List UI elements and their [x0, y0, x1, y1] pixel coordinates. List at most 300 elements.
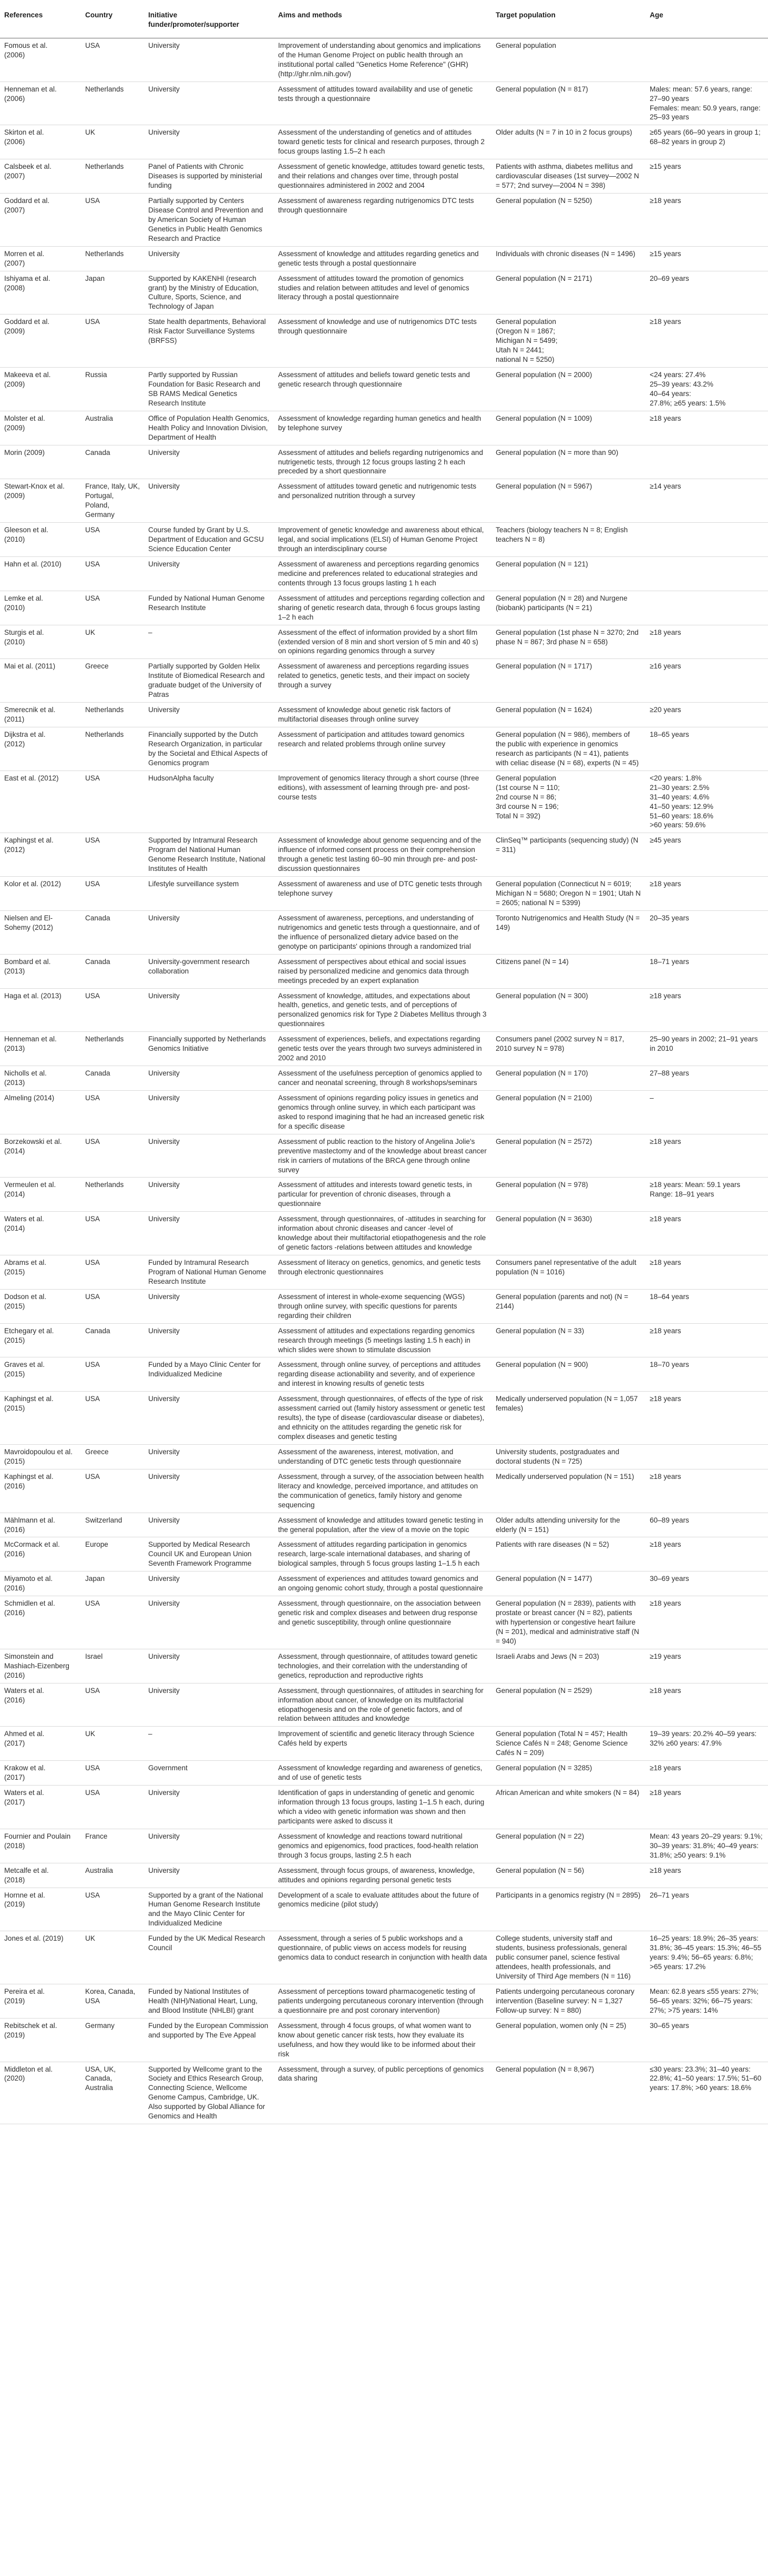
- header-country: Country: [81, 4, 144, 38]
- cell-target-population: General population (N = 1717): [491, 659, 646, 703]
- cell-reference: Henneman et al. (2006): [0, 82, 81, 125]
- cell-initiative: University: [144, 1596, 274, 1649]
- cell-aims-methods: Assessment of literacy on genetics, genomics, and genetic tests through electronic questionnaires: [274, 1255, 491, 1290]
- cell-age: ≥18 years: [646, 877, 768, 911]
- cell-aims-methods: Assessment, through a survey, of public perceptions of genomics data sharing: [274, 2062, 491, 2124]
- cell-reference: Metcalfe et al. (2018): [0, 1863, 81, 1888]
- cell-initiative: University: [144, 1289, 274, 1323]
- table-row: [0, 1596, 768, 1649]
- cell-initiative: University: [144, 1469, 274, 1513]
- cell-age: 18–70 years: [646, 1357, 768, 1392]
- cell-target-population: Participants in a genomics registry (N = 2895): [491, 1888, 646, 1931]
- table-row: [0, 1066, 768, 1091]
- cell-initiative: Financially supported by the Dutch Research Organization, in particular by the Societal and Ethical Aspects of Genomics program: [144, 727, 274, 771]
- table-row: [0, 1984, 768, 2018]
- cell-initiative: University: [144, 1683, 274, 1727]
- cell-initiative: Funded by National Human Genome Research Institute: [144, 591, 274, 625]
- cell-age: 20–69 years: [646, 271, 768, 315]
- cell-target-population: Medically underserved population (N = 1,057 females): [491, 1392, 646, 1445]
- cell-age: ≥18 years: [646, 988, 768, 1032]
- cell-target-population: Israeli Arabs and Jews (N = 203): [491, 1649, 646, 1683]
- cell-initiative: –: [144, 1727, 274, 1761]
- cell-aims-methods: Assessment of attitudes and interests toward genetic tests, in particular for prevention of chronic diseases, through a questionnaire: [274, 1178, 491, 1212]
- cell-aims-methods: Development of a scale to evaluate attitudes about the future of genomics medicine (pilot study): [274, 1888, 491, 1931]
- cell-target-population: General population (N = 2839), patients with prostate or breast cancer (N = 82), patients with hypertension or congestive heart failure (N = 201), medical and administrative staff (N = 940): [491, 1596, 646, 1649]
- cell-aims-methods: Assessment of perspectives about ethical and social issues raised by personalized medicine and genomics data through meetings preceded by an expert explanation: [274, 954, 491, 988]
- cell-aims-methods: Improvement of genetic knowledge and awareness about ethical, legal, and social implications (ELSI) of Human Genome Project through an interdisciplinary course: [274, 523, 491, 557]
- cell-age: 19–39 years: 20.2% 40–59 years: 32% ≥60 years: 47.9%: [646, 1727, 768, 1761]
- cell-initiative: University: [144, 1066, 274, 1091]
- cell-initiative: Partially supported by Centers Disease Control and Prevention and by American Society of Human Genetics in Public Health Genomics Research and Practice: [144, 194, 274, 247]
- table-row: [0, 246, 768, 271]
- table-row: [0, 315, 768, 368]
- cell-target-population: General population (N = 56): [491, 1863, 646, 1888]
- cell-reference: Nielsen and El-Sohemy (2012): [0, 910, 81, 954]
- cell-country: USA: [81, 1469, 144, 1513]
- cell-country: Netherlands: [81, 246, 144, 271]
- cell-reference: Dijkstra et al. (2012): [0, 727, 81, 771]
- cell-target-population: Patients with rare diseases (N = 52): [491, 1537, 646, 1571]
- cell-country: USA: [81, 315, 144, 368]
- cell-reference: Stewart-Knox et al. (2009): [0, 479, 81, 523]
- table-row: [0, 445, 768, 479]
- cell-reference: Kolor et al. (2012): [0, 877, 81, 911]
- table-row: [0, 910, 768, 954]
- cell-age: 27–88 years: [646, 1066, 768, 1091]
- cell-initiative: University: [144, 445, 274, 479]
- cell-country: France: [81, 1829, 144, 1863]
- cell-age: 18–64 years: [646, 1289, 768, 1323]
- cell-reference: Abrams et al. (2015): [0, 1255, 81, 1290]
- cell-target-population: African American and white smokers (N = 84): [491, 1786, 646, 1829]
- table-row: [0, 1513, 768, 1537]
- table-row: [0, 1255, 768, 1290]
- cell-reference: Waters et al. (2016): [0, 1683, 81, 1727]
- cell-country: USA: [81, 1392, 144, 1445]
- cell-reference: Fournier and Poulain (2018): [0, 1829, 81, 1863]
- cell-country: Canada: [81, 1323, 144, 1357]
- table-row: [0, 523, 768, 557]
- cell-reference: Haga et al. (2013): [0, 988, 81, 1032]
- cell-country: UK: [81, 1727, 144, 1761]
- cell-country: Korea, Canada, USA: [81, 1984, 144, 2018]
- cell-aims-methods: Assessment of participation and attitudes toward genomics research and related problems through online survey: [274, 727, 491, 771]
- table-row: [0, 1888, 768, 1931]
- cell-country: Netherlands: [81, 1178, 144, 1212]
- cell-target-population: General population (N = 1624): [491, 703, 646, 727]
- cell-target-population: General population (N = 2000): [491, 368, 646, 411]
- table-row: [0, 271, 768, 315]
- cell-country: Switzerland: [81, 1513, 144, 1537]
- cell-aims-methods: Assessment, through questionnaires, of -attitudes in searching for information about chronic diseases and cancer -level of knowledge about their multifactorial etiopathogenesis and the role of genetic factors -relations between attitudes and knowledge: [274, 1212, 491, 1255]
- cell-age: 18–65 years: [646, 727, 768, 771]
- cell-initiative: University: [144, 988, 274, 1032]
- cell-age: ≥18 years: [646, 625, 768, 659]
- cell-target-population: General population (1st phase N = 3270; 2nd phase N = 867; 3rd phase N = 658): [491, 625, 646, 659]
- table-row: [0, 591, 768, 625]
- cell-initiative: Funded by the UK Medical Research Council: [144, 1931, 274, 1984]
- cell-initiative: University: [144, 1649, 274, 1683]
- cell-reference: Borzekowski et al. (2014): [0, 1134, 81, 1178]
- cell-initiative: University: [144, 479, 274, 523]
- cell-age: [646, 523, 768, 557]
- cell-age: <24 years: 27.4% 25–39 years: 43.2% 40–64 years: 27.8%; ≥65 years: 1.5%: [646, 368, 768, 411]
- cell-target-population: Older adults (N = 7 in 10 in 2 focus groups): [491, 125, 646, 159]
- cell-reference: East et al. (2012): [0, 770, 81, 833]
- cell-country: Netherlands: [81, 82, 144, 125]
- cell-age: ≥45 years: [646, 833, 768, 877]
- cell-country: Europe: [81, 1537, 144, 1571]
- cell-country: Netherlands: [81, 1032, 144, 1066]
- table-row: [0, 770, 768, 833]
- cell-aims-methods: Assessment of attitudes and beliefs regarding nutrigenomics and nutrigenetic tests, through 12 focus groups lasting 2 h each preceded by a short questionnaire: [274, 445, 491, 479]
- cell-reference: Simonstein and Mashiach-Eizenberg (2016): [0, 1649, 81, 1683]
- cell-country: USA: [81, 1090, 144, 1134]
- cell-initiative: University: [144, 1444, 274, 1469]
- table-row: [0, 1786, 768, 1829]
- cell-reference: Ishiyama et al. (2008): [0, 271, 81, 315]
- cell-age: 18–71 years: [646, 954, 768, 988]
- cell-country: USA: [81, 1786, 144, 1829]
- cell-initiative: University: [144, 910, 274, 954]
- table-row: [0, 1357, 768, 1392]
- cell-initiative: –: [144, 625, 274, 659]
- header-target-population: Target population: [491, 4, 646, 38]
- cell-age: ≥18 years: [646, 1683, 768, 1727]
- cell-reference: Molster et al. (2009): [0, 411, 81, 445]
- cell-target-population: University students, postgraduates and doctoral students (N = 725): [491, 1444, 646, 1469]
- cell-aims-methods: Assessment of interest in whole-exome sequencing (WGS) through online survey, with specific questions for parents regarding their children: [274, 1289, 491, 1323]
- cell-country: USA: [81, 1888, 144, 1931]
- cell-target-population: General population (N = 3630): [491, 1212, 646, 1255]
- cell-aims-methods: Assessment, through a series of 5 public workshops and a questionnaire, of public views on access models for reusing genomics data to conduct research in conjunction with health data: [274, 1931, 491, 1984]
- cell-age: 60–89 years: [646, 1513, 768, 1537]
- table-row: [0, 2018, 768, 2062]
- cell-reference: Rebitschek et al. (2019): [0, 2018, 81, 2062]
- cell-country: UK: [81, 625, 144, 659]
- cell-reference: Makeeva et al. (2009): [0, 368, 81, 411]
- cell-country: USA: [81, 1134, 144, 1178]
- cell-country: Greece: [81, 1444, 144, 1469]
- cell-country: France, Italy, UK, Portugal, Poland, Germany: [81, 479, 144, 523]
- header-references: References: [0, 4, 81, 38]
- cell-initiative: Funded by a Mayo Clinic Center for Individualized Medicine: [144, 1357, 274, 1392]
- cell-initiative: State health departments, Behavioral Risk Factor Surveillance Systems (BRFSS): [144, 315, 274, 368]
- cell-aims-methods: Assessment of awareness and perceptions regarding genomics medicine and preferences related to educational strategies and contents through 13 focus groups lasting 1 h each: [274, 556, 491, 591]
- table-row: [0, 1392, 768, 1445]
- cell-reference: Mavroidopoulou et al. (2015): [0, 1444, 81, 1469]
- cell-initiative: University: [144, 1786, 274, 1829]
- cell-age: ≥14 years: [646, 479, 768, 523]
- cell-age: 26–71 years: [646, 1888, 768, 1931]
- cell-target-population: Patients undergoing percutaneous coronary intervention (Baseline survey: N = 1,327 Follow-up survey: N = 880): [491, 1984, 646, 2018]
- cell-aims-methods: Assessment of attitudes toward availability and use of genetic tests through a questionnaire: [274, 82, 491, 125]
- cell-target-population: General population (N = 3285): [491, 1761, 646, 1786]
- cell-reference: Morren et al. (2007): [0, 246, 81, 271]
- cell-reference: Dodson et al. (2015): [0, 1289, 81, 1323]
- cell-aims-methods: Assessment of public reaction to the history of Angelina Jolie's preventive mastectomy and of the knowledge about breast cancer risk in carriers of mutations of the BRCA gene through online survey: [274, 1134, 491, 1178]
- cell-age: 16–25 years: 18.9%; 26–35 years: 31.8%; 36–45 years: 15.3%; 46–55 years: 9.4%; 56–65 years: 6.8%; >65 years: 17.2%: [646, 1931, 768, 1984]
- table-row: [0, 411, 768, 445]
- cell-country: Canada: [81, 1066, 144, 1091]
- cell-target-population: Teachers (biology teachers N = 8; English teachers N = 8): [491, 523, 646, 557]
- cell-reference: Gleeson et al. (2010): [0, 523, 81, 557]
- cell-initiative: Panel of Patients with Chronic Diseases is supported by ministerial funding: [144, 159, 274, 194]
- cell-reference: Kaphingst et al. (2016): [0, 1469, 81, 1513]
- table-row: [0, 625, 768, 659]
- cell-initiative: Funded by Intramural Research Program of National Human Genome Research Institute: [144, 1255, 274, 1290]
- cell-age: ≥15 years: [646, 159, 768, 194]
- cell-aims-methods: Assessment of knowledge, attitudes, and expectations about health, genetics, and genetic tests, and of perceptions of personalized genomics risk for Type 2 Diabetes Mellitus through 3 questionnaires: [274, 988, 491, 1032]
- cell-initiative: University: [144, 1513, 274, 1537]
- table-row: [0, 38, 768, 82]
- cell-country: Australia: [81, 411, 144, 445]
- cell-age: ≥20 years: [646, 703, 768, 727]
- cell-reference: McCormack et al. (2016): [0, 1537, 81, 1571]
- cell-reference: Vermeulen et al. (2014): [0, 1178, 81, 1212]
- cell-country: Netherlands: [81, 703, 144, 727]
- cell-target-population: General population (N = 2529): [491, 1683, 646, 1727]
- table-row: [0, 1649, 768, 1683]
- cell-country: USA, UK, Canada, Australia: [81, 2062, 144, 2124]
- table-row: [0, 833, 768, 877]
- table-row: [0, 82, 768, 125]
- cell-reference: Bombard et al. (2013): [0, 954, 81, 988]
- cell-initiative: University: [144, 246, 274, 271]
- cell-reference: Smerecnik et al. (2011): [0, 703, 81, 727]
- cell-initiative: Office of Population Health Genomics, Health Policy and Innovation Division, Department of Health: [144, 411, 274, 445]
- cell-reference: Miyamoto et al. (2016): [0, 1571, 81, 1596]
- cell-aims-methods: Assessment of attitudes and perceptions regarding collection and sharing of genetic research data, through 6 focus groups lasting 1–2 h each: [274, 591, 491, 625]
- table-row: [0, 1178, 768, 1212]
- cell-country: USA: [81, 194, 144, 247]
- table-row: [0, 1571, 768, 1596]
- table-row: [0, 1683, 768, 1727]
- cell-aims-methods: Assessment of knowledge regarding human genetics and health by telephone survey: [274, 411, 491, 445]
- cell-target-population: Consumers panel (2002 survey N = 817, 2010 survey N = 978): [491, 1032, 646, 1066]
- cell-age: ≥18 years: [646, 1323, 768, 1357]
- cell-initiative: Supported by Wellcome grant to the Society and Ethics Research Group, Connecting Science, Wellcome Genome Campus, Cambridge, UK. Also supported by Global Alliance for Genomics and Health: [144, 2062, 274, 2124]
- table-row: [0, 479, 768, 523]
- cell-aims-methods: Assessment of awareness and use of DTC genetic tests through telephone survey: [274, 877, 491, 911]
- table-header-row: [0, 4, 768, 38]
- table-row: [0, 1212, 768, 1255]
- cell-aims-methods: Assessment of knowledge about genetic risk factors of multifactorial diseases through online survey: [274, 703, 491, 727]
- cell-age: ≥18 years: [646, 1863, 768, 1888]
- cell-country: Israel: [81, 1649, 144, 1683]
- cell-country: USA: [81, 1212, 144, 1255]
- cell-age: ≥18 years: [646, 1134, 768, 1178]
- cell-initiative: HudsonAlpha faculty: [144, 770, 274, 833]
- cell-initiative: University: [144, 38, 274, 82]
- cell-initiative: Government: [144, 1761, 274, 1786]
- cell-age: Males: mean: 57.6 years, range: 27–90 years Females: mean: 50.9 years, range: 25–93 years: [646, 82, 768, 125]
- cell-country: USA: [81, 1289, 144, 1323]
- cell-age: ≥18 years: Mean: 59.1 years Range: 18–91 years: [646, 1178, 768, 1212]
- cell-target-population: General population (N = 986), members of the public with experience in genomics research as participants (N = 41), patients with celiac disease (N = 68), experts (N = 45): [491, 727, 646, 771]
- table-row: [0, 877, 768, 911]
- cell-target-population: General population (parents and not) (N = 2144): [491, 1289, 646, 1323]
- cell-aims-methods: Assessment of attitudes toward the promotion of genomics studies and relation between attitudes and level of genomics literacy through a postal questionnaire: [274, 271, 491, 315]
- cell-initiative: University: [144, 125, 274, 159]
- cell-age: ≥16 years: [646, 659, 768, 703]
- cell-target-population: Older adults attending university for the elderly (N = 151): [491, 1513, 646, 1537]
- cell-target-population: General population (N = 817): [491, 82, 646, 125]
- cell-initiative: University: [144, 556, 274, 591]
- references-table: [0, 4, 768, 2124]
- cell-age: ≥18 years: [646, 194, 768, 247]
- cell-aims-methods: Identification of gaps in understanding of genetic and genomic information through 13 focus groups, lasting 1–1.5 h each, during which a video with genetic information was shown and then participants were asked to discuss it: [274, 1786, 491, 1829]
- cell-target-population: General population (N = 5250): [491, 194, 646, 247]
- table-row: [0, 988, 768, 1032]
- cell-target-population: General population (N = 8,967): [491, 2062, 646, 2124]
- cell-initiative: University: [144, 703, 274, 727]
- cell-reference: Krakow et al. (2017): [0, 1761, 81, 1786]
- cell-aims-methods: Assessment of awareness and perceptions regarding issues related to genetics, genetic tests, and their impact on society through a survey: [274, 659, 491, 703]
- cell-country: USA: [81, 556, 144, 591]
- cell-age: ≥18 years: [646, 1469, 768, 1513]
- cell-target-population: Toronto Nutrigenomics and Health Study (N = 149): [491, 910, 646, 954]
- cell-target-population: Consumers panel representative of the adult population (N = 1016): [491, 1255, 646, 1290]
- cell-aims-methods: Assessment of attitudes toward genetic and nutrigenomic tests and personalized nutrition through a survey: [274, 479, 491, 523]
- table-row: [0, 194, 768, 247]
- cell-country: Japan: [81, 1571, 144, 1596]
- cell-aims-methods: Assessment of the usefulness perception of genomics applied to cancer and neonatal screening, through 8 workshops/seminars: [274, 1066, 491, 1091]
- cell-country: USA: [81, 38, 144, 82]
- cell-country: USA: [81, 591, 144, 625]
- cell-age: ≥15 years: [646, 246, 768, 271]
- cell-target-population: General population (N = 2572): [491, 1134, 646, 1178]
- cell-initiative: University: [144, 82, 274, 125]
- cell-initiative: Financially supported by Netherlands Genomics Initiative: [144, 1032, 274, 1066]
- cell-country: Canada: [81, 954, 144, 988]
- cell-age: ≥19 years: [646, 1649, 768, 1683]
- cell-target-population: General population (N = 121): [491, 556, 646, 591]
- cell-age: [646, 1444, 768, 1469]
- cell-target-population: Individuals with chronic diseases (N = 1496): [491, 246, 646, 271]
- cell-target-population: General population (N = 2171): [491, 271, 646, 315]
- cell-aims-methods: Assessment, through questionnaires, of effects of the type of risk assessment carried out (family history assessment or genetic test results), the type of disease (cardiovascular disease or diabetes), and ethnicity on the attitudes regarding the genetic risk for complex diseases and genetic testing: [274, 1392, 491, 1445]
- cell-age: 30–69 years: [646, 1571, 768, 1596]
- cell-aims-methods: Assessment, through online survey, of perceptions and attitudes regarding disease actionability and severity, and of experience and interest in knowing results of genetic tests: [274, 1357, 491, 1392]
- cell-aims-methods: Assessment of opinions regarding policy issues in genetics and genomics through online survey, in which each participant was asked to respond imagining that he had an increased genetic risk for a specific disease: [274, 1090, 491, 1134]
- cell-reference: Henneman et al. (2013): [0, 1032, 81, 1066]
- header-age: Age: [646, 4, 768, 38]
- cell-target-population: Patients with asthma, diabetes mellitus and cardiovascular diseases (1st survey—2002 N = 577; 2nd survey—2004 N = 398): [491, 159, 646, 194]
- cell-initiative: University: [144, 1134, 274, 1178]
- table-row: [0, 368, 768, 411]
- cell-country: Japan: [81, 271, 144, 315]
- cell-aims-methods: Assessment, through 4 focus groups, of what women want to know about genetic cancer risk tests, how they evaluate its usefulness, and how they would like to be informed about their risk: [274, 2018, 491, 2062]
- cell-target-population: General population (N = 978): [491, 1178, 646, 1212]
- cell-aims-methods: Assessment of knowledge about genome sequencing and of the influence of informed consent process on their comprehension through a genetic test lasting 60–90 min through pre- and post-discussion questionnaires: [274, 833, 491, 877]
- cell-reference: Middleton et al. (2020): [0, 2062, 81, 2124]
- table-row: [0, 1134, 768, 1178]
- cell-initiative: Funded by National Institutes of Health (NIH)/National Heart, Lung, and Blood Institute (NHLBI) grant: [144, 1984, 274, 2018]
- cell-target-population: General population (Total N = 457; Health Science Cafés N = 248; Genome Science Cafés N = 209): [491, 1727, 646, 1761]
- cell-country: Canada: [81, 445, 144, 479]
- cell-aims-methods: Improvement of genomics literacy through a short course (three editions), with assessment of learning through pre- and post-course tests: [274, 770, 491, 833]
- table-row: [0, 125, 768, 159]
- cell-age: ≥18 years: [646, 315, 768, 368]
- cell-target-population: General population (N = 1477): [491, 1571, 646, 1596]
- cell-reference: Pereira et al. (2019): [0, 1984, 81, 2018]
- cell-aims-methods: Assessment of knowledge and attitudes regarding genetics and genetic tests through a postal questionnaire: [274, 246, 491, 271]
- cell-age: –: [646, 1090, 768, 1134]
- cell-country: USA: [81, 877, 144, 911]
- cell-country: USA: [81, 1761, 144, 1786]
- cell-aims-methods: Assessment of knowledge and reactions toward nutritional genomics and epigenomics, food practices, food-health relation through 3 focus groups, lasting 2.5 h each: [274, 1829, 491, 1863]
- cell-target-population: General population (N = 170): [491, 1066, 646, 1091]
- cell-initiative: Partially supported by Golden Helix Institute of Biomedical Research and graduate budget of the University of Patras: [144, 659, 274, 703]
- cell-target-population: General population (N = 22): [491, 1829, 646, 1863]
- cell-age: <20 years: 1.8% 21–30 years: 2.5% 31–40 years: 4.6% 41–50 years: 12.9% 51–60 years: 18.6% >60 years: 59.6%: [646, 770, 768, 833]
- cell-target-population: General population, women only (N = 25): [491, 2018, 646, 2062]
- cell-country: Russia: [81, 368, 144, 411]
- cell-reference: Almeling (2014): [0, 1090, 81, 1134]
- cell-aims-methods: Assessment of experiences and attitudes toward genomics and an ongoing genomic cohort study, through a postal questionnaire: [274, 1571, 491, 1596]
- cell-aims-methods: Assessment of knowledge and use of nutrigenomics DTC tests through questionnaire: [274, 315, 491, 368]
- cell-age: ≥18 years: [646, 1537, 768, 1571]
- cell-country: USA: [81, 1596, 144, 1649]
- table-row: [0, 1863, 768, 1888]
- cell-age: ≥18 years: [646, 1761, 768, 1786]
- cell-initiative: University: [144, 1178, 274, 1212]
- cell-reference: Hornne et al. (2019): [0, 1888, 81, 1931]
- cell-target-population: General population (N = 33): [491, 1323, 646, 1357]
- cell-initiative: Lifestyle surveillance system: [144, 877, 274, 911]
- cell-initiative: Funded by the European Commission and supported by The Eve Appeal: [144, 2018, 274, 2062]
- cell-aims-methods: Assessment of genetic knowledge, attitudes toward genetic tests, and their relations and changes over time, through postal questionnaires administered in 2002 and 2004: [274, 159, 491, 194]
- cell-age: ≥18 years: [646, 1212, 768, 1255]
- cell-age: ≥18 years: [646, 1255, 768, 1290]
- table-row: [0, 727, 768, 771]
- cell-reference: Kaphingst et al. (2012): [0, 833, 81, 877]
- cell-age: [646, 591, 768, 625]
- cell-target-population: College students, university staff and students, business professionals, general public consumer panel, science festival attendees, health professionals, and University of Third Age members (N = 116): [491, 1931, 646, 1984]
- cell-initiative: Course funded by Grant by U.S. Department of Education and GCSU Science Education Center: [144, 523, 274, 557]
- table-row: [0, 703, 768, 727]
- cell-reference: Waters et al. (2014): [0, 1212, 81, 1255]
- cell-aims-methods: Assessment, through questionnaire, of attitudes toward genetic technologies, and their correlation with the understanding of genetics, reproduction and reproductive rights: [274, 1649, 491, 1683]
- cell-target-population: Medically underserved population (N = 151): [491, 1469, 646, 1513]
- cell-target-population: General population (N = 28) and Nurgene (biobank) participants (N = 21): [491, 591, 646, 625]
- cell-target-population: General population (N = 300): [491, 988, 646, 1032]
- cell-aims-methods: Improvement of scientific and genetic literacy through Science Cafés held by experts: [274, 1727, 491, 1761]
- cell-aims-methods: Assessment, through questionnaire, on the association between genetic risk and complex diseases and between drug response and genetic susceptibility, through online questionnaire: [274, 1596, 491, 1649]
- table-row: [0, 1829, 768, 1863]
- cell-aims-methods: Assessment of experiences, beliefs, and expectations regarding genetic tests over the years through two surveys administered in 2002 and 2010: [274, 1032, 491, 1066]
- header-aims-methods: Aims and methods: [274, 4, 491, 38]
- table-row: [0, 1090, 768, 1134]
- cell-aims-methods: Improvement of understanding about genomics and implications of the Human Genome Project on public health through an institutional portal called "Genetics Home Reference" (GHR) (http://ghr.nlm.nih.gov/): [274, 38, 491, 82]
- cell-initiative: Supported by KAKENHI (research grant) by the Ministry of Education, Culture, Sports, Science, and Technology of Japan: [144, 271, 274, 315]
- cell-country: USA: [81, 770, 144, 833]
- cell-target-population: General population (N = 2100): [491, 1090, 646, 1134]
- table-body: [0, 38, 768, 2124]
- cell-age: ≥18 years: [646, 1786, 768, 1829]
- header-initiative: Initiative funder/promoter/supporter: [144, 4, 274, 38]
- cell-reference: Schmidlen et al. (2016): [0, 1596, 81, 1649]
- cell-initiative: University: [144, 1571, 274, 1596]
- cell-reference: Mählmann et al. (2016): [0, 1513, 81, 1537]
- cell-country: Netherlands: [81, 727, 144, 771]
- cell-reference: Hahn et al. (2010): [0, 556, 81, 591]
- table-row: [0, 1469, 768, 1513]
- cell-country: UK: [81, 1931, 144, 1984]
- cell-initiative: Supported by a grant of the National Human Genome Research Institute and the Mayo Clinic Center for Individualized Medicine: [144, 1888, 274, 1931]
- table-row: [0, 1032, 768, 1066]
